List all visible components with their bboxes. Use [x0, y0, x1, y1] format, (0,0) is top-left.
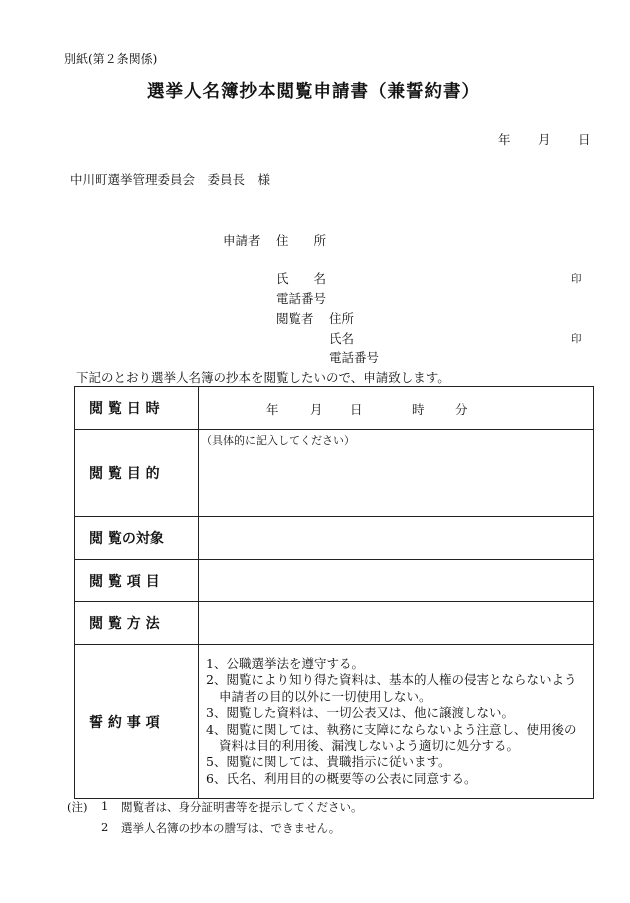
- purpose-hint: （具体的に記入してください）: [201, 434, 355, 447]
- date-year-label: 年: [498, 132, 511, 147]
- pledge-item: 3、閲覧した資料は、一切公表又は、他に譲渡しない。: [206, 705, 514, 721]
- items-label: 閲 覧 項 目: [89, 573, 160, 590]
- method-row: [75, 602, 594, 645]
- note-number: 2: [101, 820, 109, 834]
- datetime-day-label: 日: [350, 402, 363, 417]
- intro-text: 下記のとおり選挙人名簿の抄本を閲覧したいので、申請致します。: [76, 370, 450, 385]
- purpose-label-cell: [75, 430, 199, 517]
- items-field[interactable]: [199, 560, 594, 602]
- method-label-cell: [75, 602, 199, 645]
- pledge-label: 誓 約 事 項: [89, 714, 160, 731]
- viewer-phone-label: 電話番号: [329, 350, 380, 365]
- pledge-row: [75, 645, 594, 799]
- attachment-note: 別紙(第２条関係): [64, 52, 158, 66]
- date-day-label: 日: [578, 132, 591, 147]
- pledge-item: 2、閲覧により知り得た資料は、基本的人権の侵害とならないよう: [206, 672, 577, 688]
- applicant-address-label: 住 所: [276, 233, 327, 248]
- addressee: 中川町選挙管理委員会 委員長 様: [70, 172, 271, 187]
- datetime-label-cell: [75, 387, 199, 430]
- viewer-label: 閲覧者: [276, 311, 314, 326]
- target-row: [75, 517, 594, 560]
- pledge-item: 1、公職選挙法を遵守する。: [206, 655, 364, 671]
- application-table: [74, 386, 594, 799]
- pledge-item: 6、氏名、利用目的の概要等の公表に同意する。: [206, 770, 477, 786]
- applicant-label: 申請者: [223, 233, 261, 248]
- pledge-item-continuation: 申請者の目的以外に一切使用しない。: [219, 688, 432, 704]
- notes-prefix: (注): [67, 800, 88, 814]
- purpose-field[interactable]: [199, 430, 594, 517]
- applicant-seal-mark: 印: [571, 273, 582, 285]
- method-label: 閲 覧 方 法: [89, 616, 160, 632]
- items-row: [75, 560, 594, 602]
- viewer-address-label: 住所: [329, 311, 355, 326]
- applicant-name-label: 氏 名: [276, 271, 327, 286]
- date-month-label: 月: [538, 132, 551, 147]
- note-text: 閲覧者は、身分証明書等を提示してください。: [121, 800, 363, 814]
- method-field[interactable]: [199, 602, 594, 645]
- datetime-row: [75, 387, 594, 430]
- datetime-label: 閲 覧 日 時: [89, 401, 160, 417]
- datetime-minute-label: 分: [455, 402, 468, 417]
- target-label-cell: [75, 517, 199, 560]
- page-title: 選挙人名簿抄本閲覧申請書（兼誓約書）: [147, 82, 480, 102]
- viewer-seal-mark: 印: [571, 333, 582, 345]
- applicant-phone-label: 電話番号: [276, 291, 327, 306]
- items-label-cell: [75, 560, 199, 602]
- pledge-item: 4、閲覧に関しては、執務に支障にならないよう注意し、使用後の: [206, 721, 577, 737]
- datetime-month-label: 月: [310, 402, 323, 417]
- pledge-item: 5、閲覧に関しては、貴職指示に従います。: [206, 754, 451, 770]
- note-text: 選挙人名簿の抄本の謄写は、できません。: [121, 821, 341, 835]
- viewer-name-label: 氏名: [329, 331, 355, 346]
- datetime-field[interactable]: [199, 387, 594, 430]
- pledge-label-cell: [75, 645, 199, 799]
- datetime-hour-label: 時: [412, 402, 425, 417]
- target-label: 閲 覧の対象: [89, 531, 164, 547]
- pledge-item-continuation: 資料は目的利用後、漏洩しないよう適切に処分する。: [219, 737, 520, 753]
- pledge-list: [199, 645, 594, 799]
- purpose-row: [75, 430, 594, 517]
- note-number: 1: [101, 799, 109, 813]
- datetime-year-label: 年: [266, 402, 279, 417]
- purpose-label: 閲 覧 目 的: [89, 466, 160, 482]
- target-field[interactable]: [199, 517, 594, 560]
